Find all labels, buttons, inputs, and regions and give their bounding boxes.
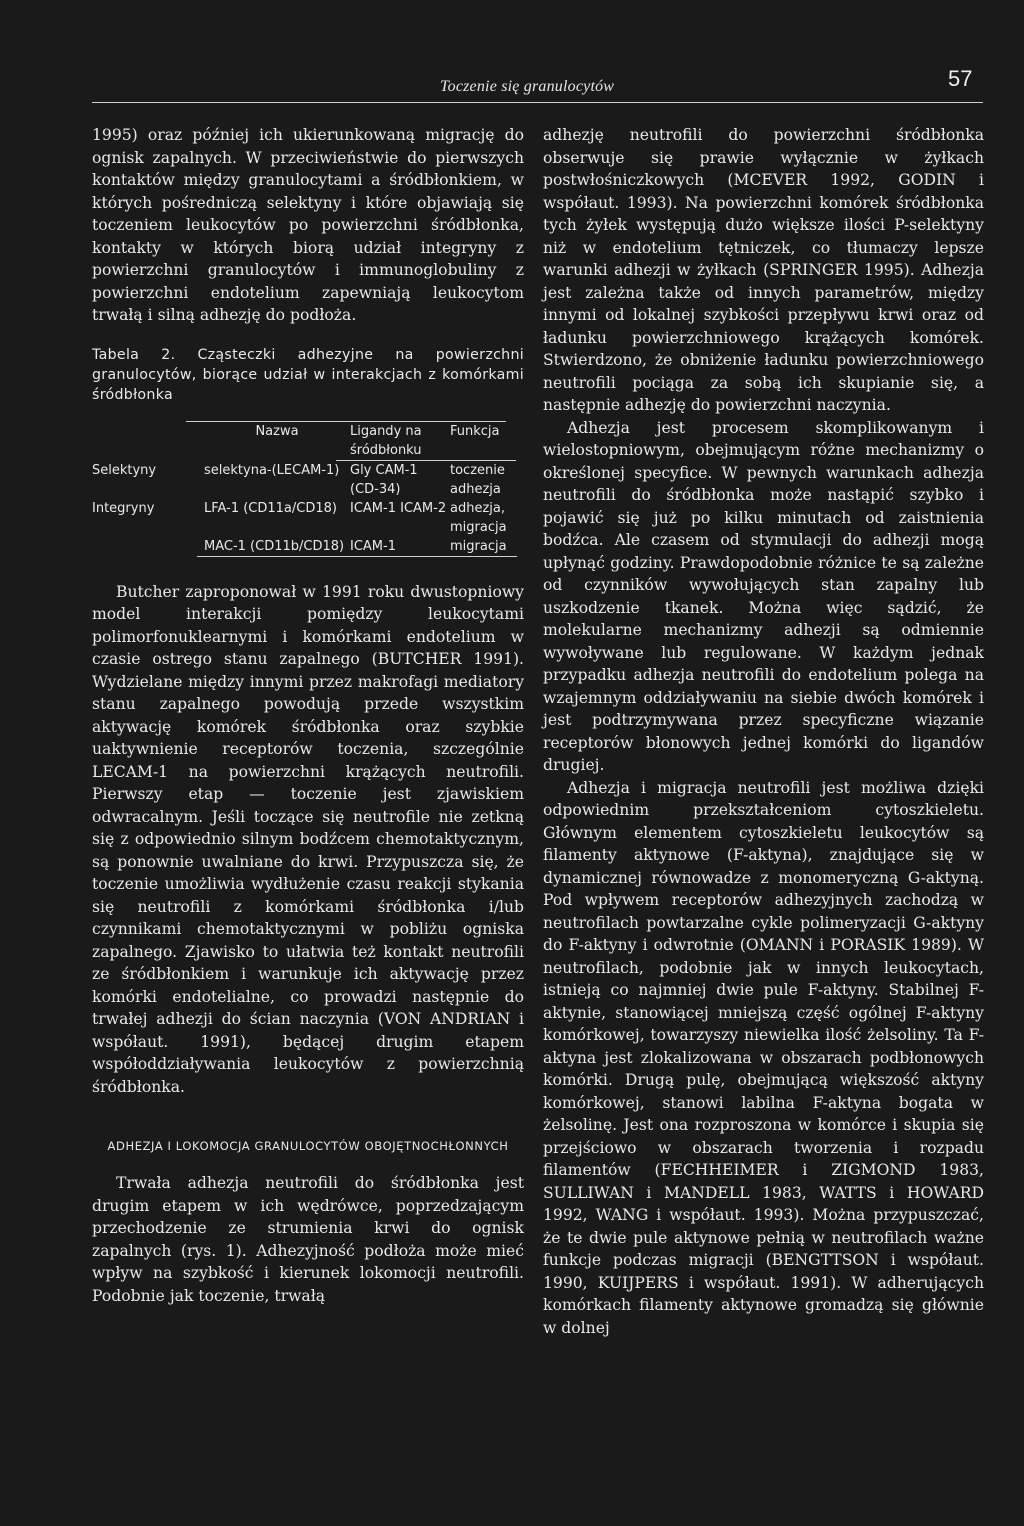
right-column: [543, 124, 984, 1339]
right-paragraph-1: adhezję neutrofili do powierzchni śródbłonka obserwuje się prawie wyłącznie w żyłkach postwłośniczkowych (MCEVER 1992, GODIN i współaut. 1993). Na powierzchni komórek śródbłonka tych żyłek występują dużo większe ilości P-selektyny niż w endotelium tętniczek, co tłumaczy lepsze warunki adhezji w żyłkach (SPRINGER 1995). Adhezja jest zależna także od innych parametrów, między innymi od lokalnej szybkości przepływu krwi oraz od ładunku powierzchniowego krążących komórek. Stwierdzono, że obniżenie ładunku powierzchniowego neutrofili pociąga za sobą ich skupianie się, a następnie adhezję do powierzchni naczynia.: [543, 126, 984, 414]
table-header-row: [92, 422, 517, 460]
header-ligands: Ligandy na śródbłonku: [350, 423, 422, 458]
row-group: Selektyny: [92, 462, 157, 478]
row-ligand: ICAM-1 ICAM-2: [350, 500, 447, 516]
row-ligand: ICAM-1: [350, 538, 396, 554]
table-row: [92, 537, 517, 556]
row-name: selektyna-(LECAM-1): [204, 462, 340, 478]
table-caption: Tabela 2. Cząsteczki adhezyjne na powierzchni granulocytów, biorące udział w interakcjach z komórkami śródbłonka: [92, 346, 524, 403]
page-number: 57: [948, 66, 973, 91]
row-function: toczenie adhezja: [450, 462, 505, 497]
table-row: [92, 461, 517, 499]
running-header-title: Toczenie się granulocytów: [440, 78, 615, 95]
header-function: Funkcja: [450, 423, 500, 439]
right-paragraph-2: Adhezja jest procesem skomplikowanym i wielostopniowym, obejmującym różne mechanizmy o określonej specyfice. W pewnych warunkach adhezja neutrofili do śródbłonka może nastąpić szybko i pojawić się już po kilku minutach od zaistnienia bodźca. Ale czasem od stymulacji do adhezji mogą upłynąć godziny. Prawdopodobnie różnice te są zależne od czynników wywołujących stan zapalny lub uszkodzenie tkanek. Można więc sądzić, że molekularne mechanizmy adhezji są odmiennie wywoływane lub regulowane. W każdym jednak przypadku adhezja neutrofili do endotelium polega na wzajemnym oddziaływaniu na siebie dwóch komórek i jest podtrzymywana przez specyficzne wiązanie receptorów błonowych jednej komórki do ligandów drugiej.: [543, 418, 984, 774]
row-function: migracja: [450, 538, 507, 554]
row-ligand: Gly CAM-1 (CD-34): [350, 462, 418, 497]
section-heading: ADHEZJA I LOKOMOCJA GRANULOCYTÓW OBOJĘTNOCHŁONNYCH: [107, 1139, 509, 1153]
row-function: adhezja, migracja: [450, 500, 507, 535]
left-paragraph-3: Trwała adhezja neutrofili do śródbłonka jest drugim etapem w ich wędrówce, poprzedzającym przechodzenie ze strumienia krwi do ognisk zapalnych (rys. 1). Adhezyjność podłoża może mieć wpływ na szybkość i kierunek lokomocji neutrofili. Podobnie jak toczenie, trwałą: [92, 1174, 524, 1305]
row-group: [92, 537, 204, 556]
row-name: LFA-1 (CD11a/CD18): [204, 500, 337, 516]
table-row: [92, 499, 517, 537]
right-paragraph-3: Adhezja i migracja neutrofili jest możliwa dzięki odpowiednim przekształceniom cytoszkieletu. Głównym elementem cytoszkieletu leukocytów są filamenty aktynowe (F-aktyna), znajdujące się w dynamicznej równowadze z monomeryczną G-aktyną. Pod wpływem receptorów adhezyjnych zachodzą w neutrofilach powtarzalne cykle polimeryzacji G-aktyny do F-aktyny i odwrotnie (OMANN i PORASIK 1989). W neutrofilach, podobnie jak w innych leukocytach, istnieją co najmniej dwie pule F-aktyny. Stabilnej F-aktynie, stanowiącej mniejszą część ogólnej F-aktyny komórkowej, towarzyszy niewielka ilość żelsoliny. Ta F-aktyna jest zlokalizowana w obszarach podbłonowych komórki. Drugą pulę, obejmującą większość aktyny komórkowej, stanowi labilna F-aktyna bogata w żelsolinę. Jest ona rozproszona w komórce i skupia się przejściowo w obszarach tworzenia i rozpadu filamentów (FECHHEIMER i ZIGMOND 1983, SULLIWAN i MANDELL 1983, WATTS i HOWARD 1992, WANG i współaut. 1993). Można przypuszczać, że te dwie pule aktynowe pełnią w neutrofilach ważne funkcje podczas migracji (BENGTTSON i współaut. 1990, KUIJPERS i współaut. 1991). W adherujących komórkach filamenty aktynowe gromadzą się głównie w dolnej: [543, 778, 984, 1337]
row-name: MAC-1 (CD11b/CD18): [204, 538, 345, 554]
left-column: [92, 124, 524, 1307]
header-rule: [92, 102, 983, 103]
left-paragraph-2: Butcher zaproponował w 1991 roku dwustopniowy model interakcji pomiędzy leukocytami polimorfonuklearnymi i komórkami endotelium w czasie ostrego stanu zapalnego (BUTCHER 1991). Wydzielane między innymi przez makrofagi mediatory stanu zapalnego powodują przede wszystkim aktywację komórek śródbłonka oraz szybkie uaktywnienie receptorów toczenia, szczególnie LECAM-1 na powierzchni krążących neutrofili. Pierwszy etap — toczenie jest zjawiskiem odwracalnym. Jeśli toczące się neutrofile nie zetkną się z odpowiednio silnym bodźcem chemotaktycznym, są ponownie uwalniane do krwi. Przypuszcza się, że toczenie umożliwia wydłużenie czasu reakcji stykania się neutrofili z komórkami śródbłonka i/lub czynnikami chemotaktycznymi w pobliżu ogniska zapalnego. Zjawisko to ułatwia też kontakt neutrofili ze śródbłonkiem i warunkuje ich aktywację przez komórki endotelialne, co prowadzi następnie do trwałej adhezji do ścian naczynia (VON ANDRIAN i współaut. 1991), będącej drugim etapem współoddziaływania leukocytów z powierzchnią śródbłonka.: [92, 582, 524, 1096]
adhesion-table: [92, 421, 517, 557]
table-bottom-rule: [197, 556, 517, 557]
left-paragraph-1: 1995) oraz później ich ukierunkowaną migrację do ognisk zapalnych. W przeciwieństwie do pierwszych kontaktów między granulocytami a śródbłonkiem, w których pośredniczą selektyny i które objawiają się toczeniem leukocytów po powierzchni śródbłonka, kontakty w których biorą udział integryny z powierzchni granulocytów i immunoglobuliny z powierzchni endotelium zapewniają leukocytom trwałą i silną adhezję do podłoża.: [92, 126, 524, 324]
row-group: Integryny: [92, 500, 155, 516]
header-name: Nazwa: [255, 423, 299, 439]
